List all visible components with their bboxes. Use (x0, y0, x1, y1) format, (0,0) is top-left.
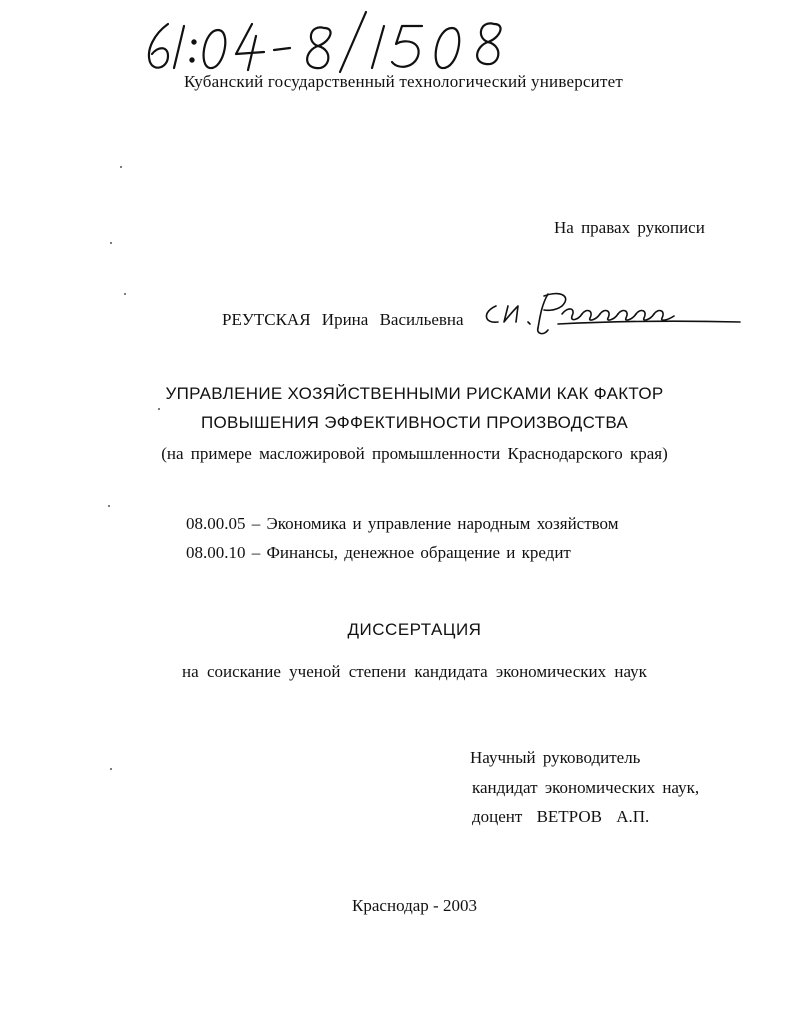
document-type: ДИССЕРТАЦИЯ (347, 620, 482, 639)
scan-speck (124, 293, 126, 295)
handwritten-archive-number (140, 6, 520, 76)
dissertation-title-line-1: УПРАВЛЕНИЕ ХОЗЯЙСТВЕННЫМИ РИСКАМИ КАК ФАКТОР (165, 384, 664, 403)
dissertation-subtitle: (на примере масложировой промышленности Краснодарского края) (161, 444, 668, 463)
author-signature (478, 284, 748, 344)
handwritten-archive-number-drawing (140, 6, 520, 76)
dissertation-title-line-2: ПОВЫШЕНИЯ ЭФФЕКТИВНОСТИ ПРОИЗВОДСТВА (200, 413, 629, 432)
signature-drawing (478, 284, 748, 344)
supervisor-degree: кандидат экономических наук, (472, 778, 700, 797)
supervisor-name: доцент ВЕТРОВ А.П. (472, 807, 650, 826)
scan-speck (120, 166, 122, 168)
scan-speck (110, 242, 112, 244)
scan-speck (158, 408, 160, 410)
supervisor-role: Научный руководитель (470, 748, 641, 767)
scan-speck (108, 505, 110, 507)
city-and-year: Краснодар - 2003 (352, 896, 477, 915)
specialty-code-2: 08.00.10 – Финансы, денежное обращение и кредит (186, 543, 571, 562)
author-name: РЕУТСКАЯ Ирина Васильевна (222, 310, 464, 329)
degree-description: на соискание ученой степени кандидата экономических наук (182, 662, 647, 681)
university-name: Кубанский государственный технологический университет (184, 72, 623, 91)
scan-speck (110, 768, 112, 770)
manuscript-rights-note: На правах рукописи (554, 218, 705, 237)
specialty-code-1: 08.00.05 – Экономика и управление народным хозяйством (186, 514, 619, 533)
